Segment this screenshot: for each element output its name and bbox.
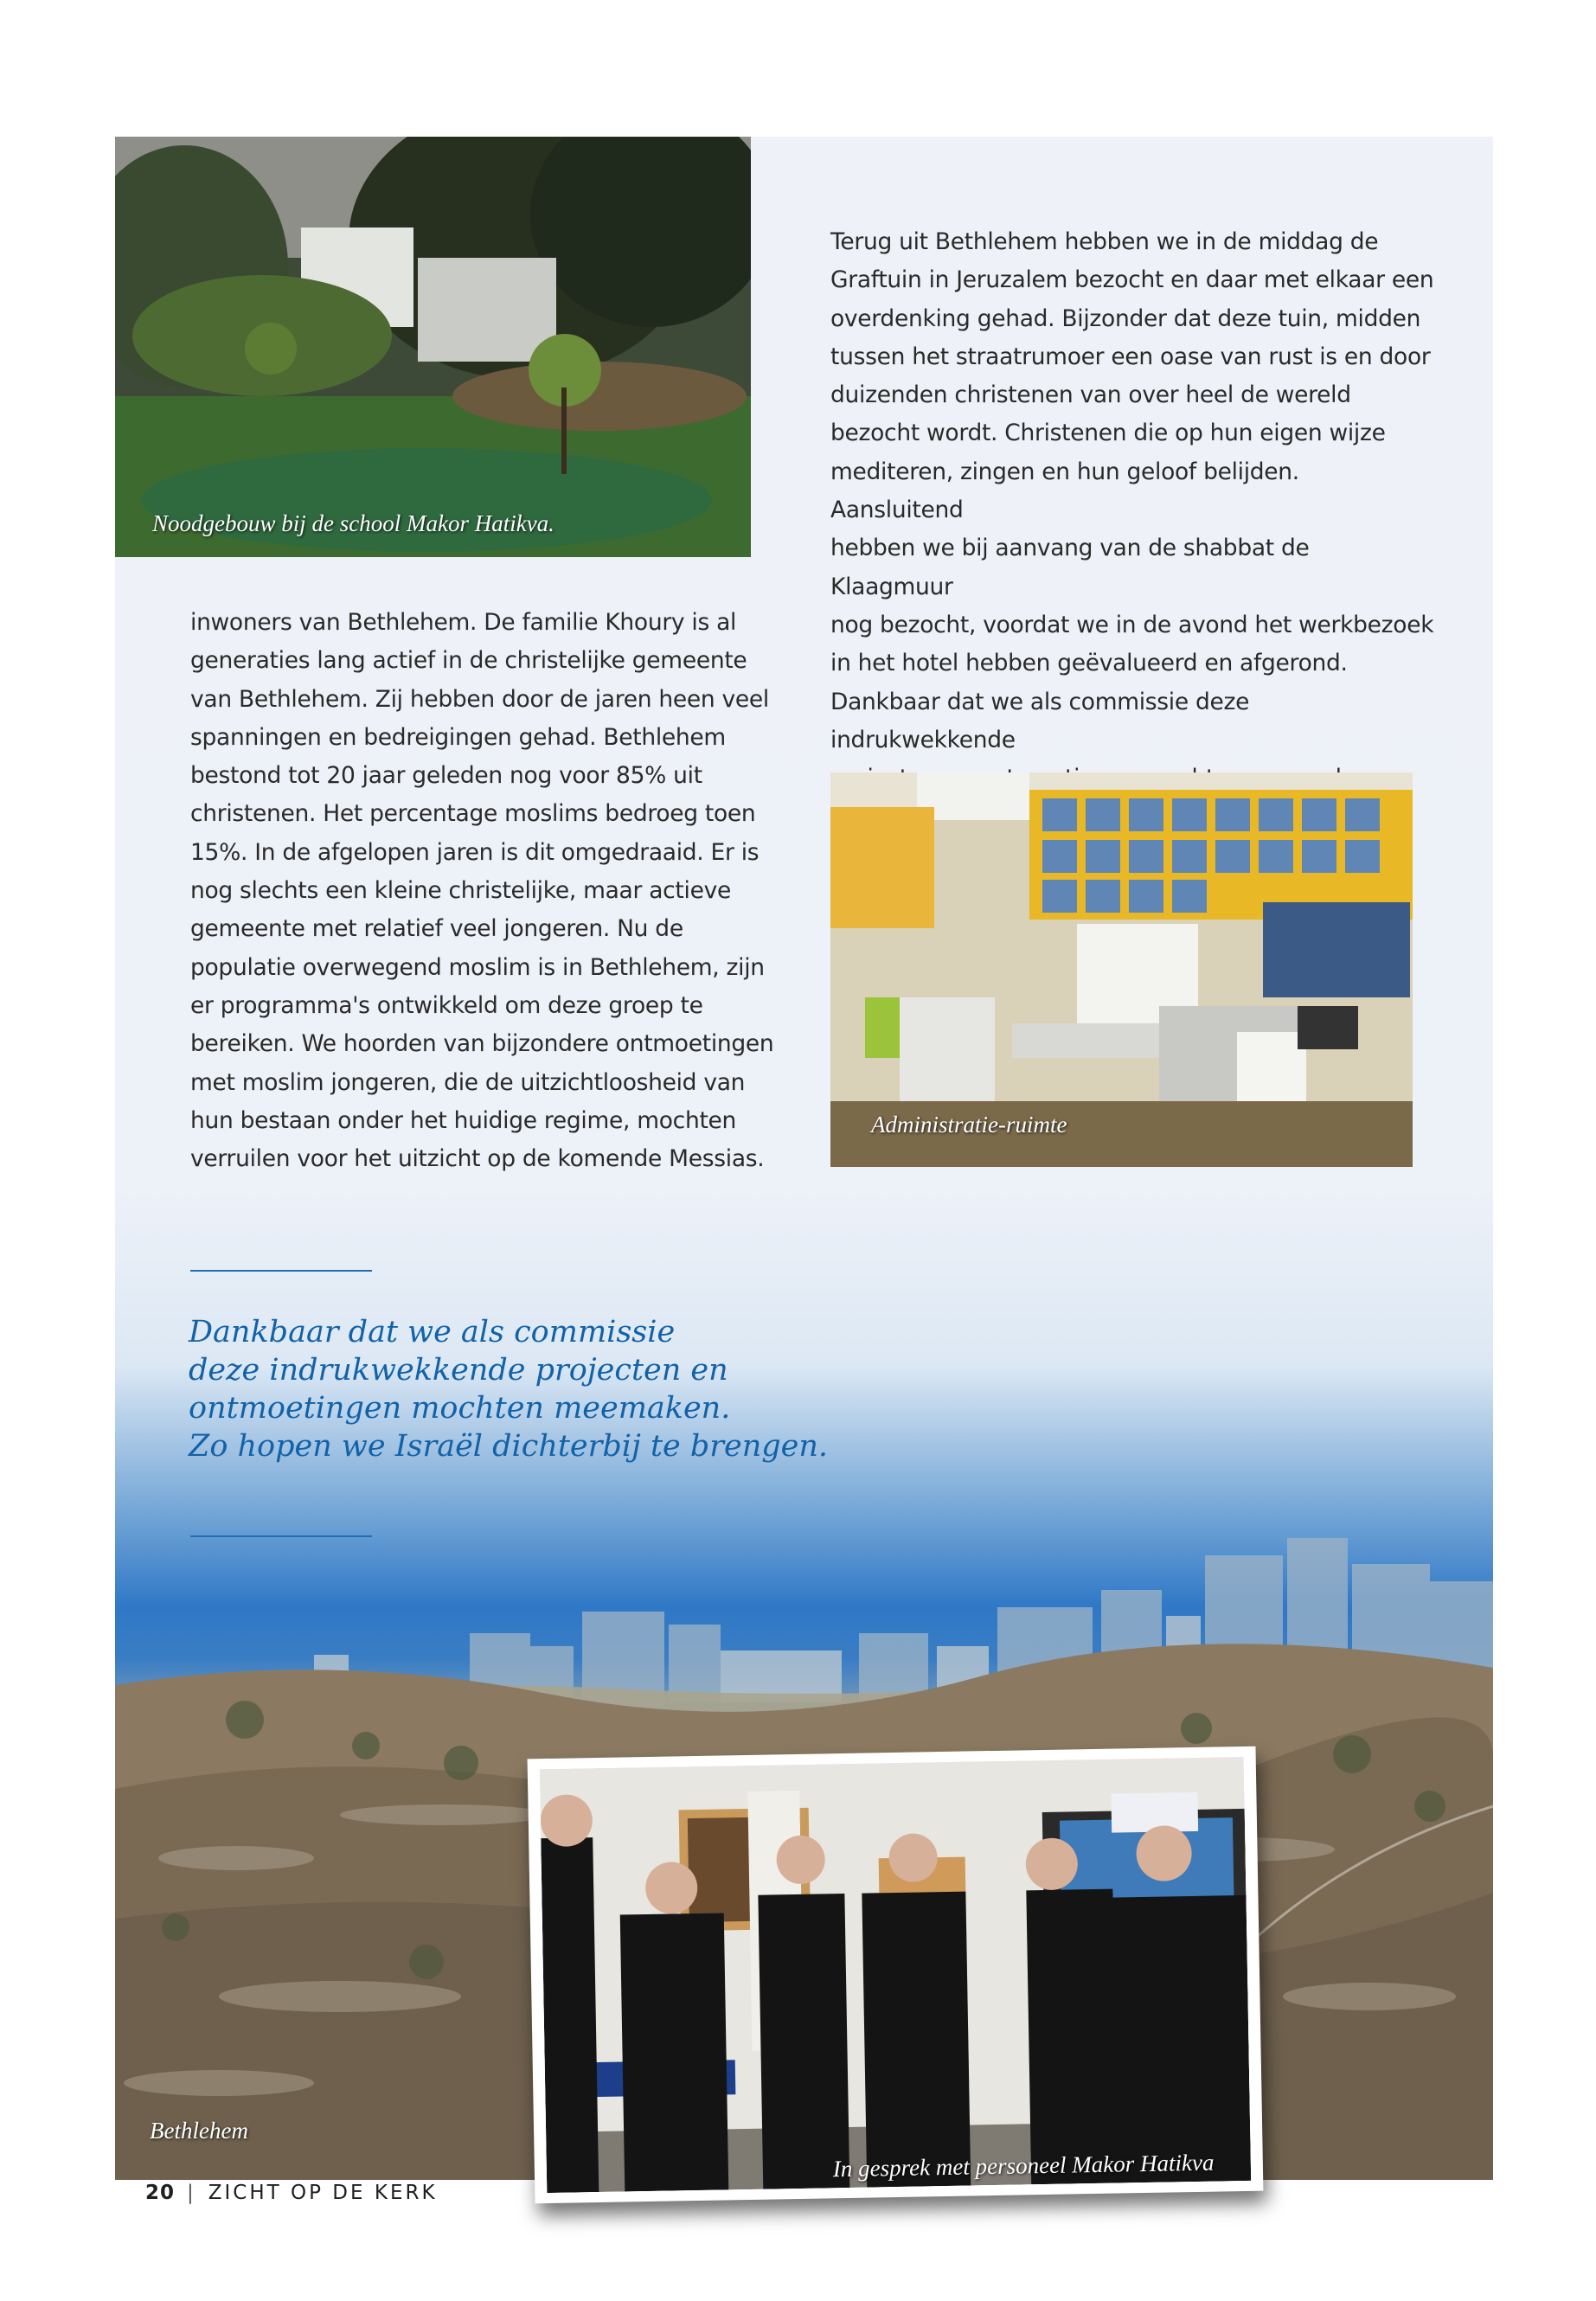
- right-line: hebben we bij aanvang van de shabbat de Klaagmuur: [830, 535, 1310, 600]
- left-line: gemeente met relatief veel jongeren. Nu de: [190, 915, 683, 943]
- left-line: populatie overwegend moslim is in Bethlehem, zijn: [190, 953, 765, 981]
- right-line: Terug uit Bethlehem hebben we in de middag de: [830, 228, 1379, 255]
- right-line: overdenking gehad. Bijzonder dat deze tuin, midden: [830, 304, 1421, 332]
- publication-name: ZICHT OP DE KERK: [208, 2182, 438, 2204]
- left-line: nog slechts een kleine christelijke, maar actieve: [190, 877, 731, 905]
- left-line: bestond tot 20 jaar geleden nog voor 85% uit: [190, 762, 702, 790]
- left-line: hun bestaan onder het huidige regime, mochten: [190, 1106, 737, 1134]
- right-line: mediteren, zingen en hun geloof belijden. Aansluitend: [830, 458, 1299, 524]
- right-line: Graftuin in Jeruzalem bezocht en daar met elkaar een: [830, 266, 1434, 294]
- footer-separator: |: [187, 2182, 196, 2204]
- page-number: 20: [145, 2182, 176, 2204]
- quote-line: Zo hopen we Israël dichterbij te brengen.: [189, 1429, 829, 1464]
- right-column: [830, 223, 1436, 836]
- right-line: tussen het straatrumoer een oase van rust is en door: [830, 343, 1431, 370]
- page-footer: [145, 2180, 438, 2206]
- people-icon: [540, 1757, 1251, 2193]
- office-icon: [830, 772, 1413, 1167]
- meeting-photo: [528, 1747, 1264, 2204]
- pull-quote: [189, 1313, 828, 1465]
- left-column: [190, 604, 779, 1178]
- left-line: inwoners van Bethlehem. De familie Khoury is al: [190, 609, 737, 636]
- right-line: nog bezocht, voordat we in de avond het werkbezoek: [830, 611, 1434, 638]
- left-line: van Bethlehem. Zij hebben door de jaren heen veel: [190, 685, 769, 713]
- landscape-caption: Bethlehem: [150, 2118, 248, 2144]
- right-line: in het hotel hebben geëvalueerd en afgerond.: [830, 650, 1348, 677]
- quote-line: Dankbaar dat we als commissie: [189, 1315, 676, 1349]
- right-line: duizenden christenen van over heel de wereld: [830, 381, 1351, 409]
- left-line: generaties lang actief in de christelijke gemeente: [190, 647, 747, 675]
- left-line: christenen. Het percentage moslims bedroeg toen: [190, 800, 756, 828]
- school-photo: [115, 137, 751, 557]
- left-line: 15%. In de afgelopen jaren is dit omgedraaid. Er is: [190, 838, 760, 866]
- meeting-caption: In gesprek met personeel Makor Hatikva: [832, 2149, 1215, 2182]
- admin-photo: [830, 772, 1413, 1167]
- admin-caption: Administratie-ruimte: [871, 1112, 1067, 1138]
- quote-rule-bottom: [190, 1535, 372, 1537]
- school-caption: Noodgebouw bij de school Makor Hatikva.: [152, 510, 554, 536]
- left-line: bereiken. We hoorden van bijzondere ontmoetingen: [190, 1030, 774, 1058]
- left-line: spanningen en bedreigingen gehad. Bethlehem: [190, 723, 726, 751]
- left-line: met moslim jongeren, die de uitzichtloosheid van: [190, 1068, 746, 1096]
- right-line: bezocht wordt. Christenen die op hun eigen wijze: [830, 420, 1386, 447]
- tree-icon: [115, 137, 751, 557]
- quote-line: deze indrukwekkende projecten en: [189, 1353, 728, 1388]
- quote-line: ontmoetingen mochten meemaken.: [189, 1391, 731, 1426]
- left-line: er programma's ontwikkeld om deze groep te: [190, 991, 703, 1019]
- left-line: verruilen voor het uitzicht op de komende Messias.: [190, 1145, 765, 1173]
- quote-rule-top: [190, 1270, 372, 1272]
- right-line: Dankbaar dat we als commissie deze indrukwekkende: [830, 688, 1250, 753]
